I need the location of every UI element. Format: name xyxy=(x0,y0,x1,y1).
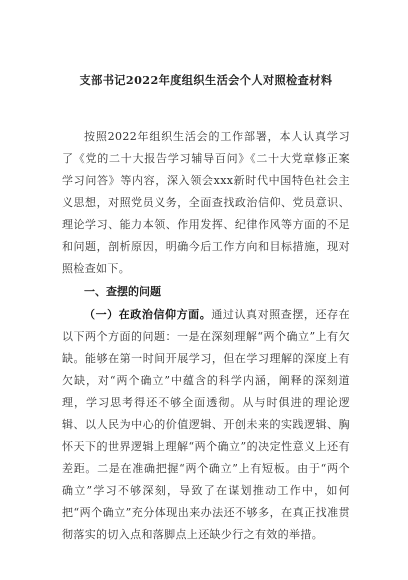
political-belief-paragraph xyxy=(62,304,350,546)
document-title: 支部书记2022年度组织生活会个人对照检查材料 xyxy=(79,73,333,87)
subsection-heading-political-belief: （一）在政治信仰方面。 xyxy=(84,308,212,321)
subsection-body-political-belief: 通过认真对照查摆，还存在以下两个方面的问题：一是在深刻理解“两个确立”上有欠缺。能够在第一时间开展学习，但在学习理解的深度上有欠缺，对“两个确立”中蕴含的科学内涵，阐释的深刻道理，学习思考得还不够全面透彻。从与时俱进的理论逻辑、以人民为中心的价值逻辑、开创未来的实践逻辑、胸怀天下的世界逻辑上理解“两个确立”的决定性意义上还有差距。二是在准确把握“两个确立”上有短板。由于“两个确立”学习不够深刻，导致了在谋划推动工作中，如何把“两个确立”充分体现出来办法还不够多，在真正找准贯彻落实的切入点和落脚点上还缺少行之有效的举措。 xyxy=(62,308,350,541)
intro-paragraph: 按照2022年组织生活会的工作部署，本人认真学习了《党的二十大报告学习辅导百问》《二十大党章修正案学习问答》等内容，深入领会xxx新时代中国特色社会主义思想，对照党员义务，全面查找政治信仰、党员意识、理论学习、能力本领、作用发挥、纪律作风等方面的不足和问题，剖析原因，明确今后工作方向和目标措施，现对照检查如下。 xyxy=(62,130,350,275)
section-heading-problems: 一、查摆的问题 xyxy=(84,285,161,298)
